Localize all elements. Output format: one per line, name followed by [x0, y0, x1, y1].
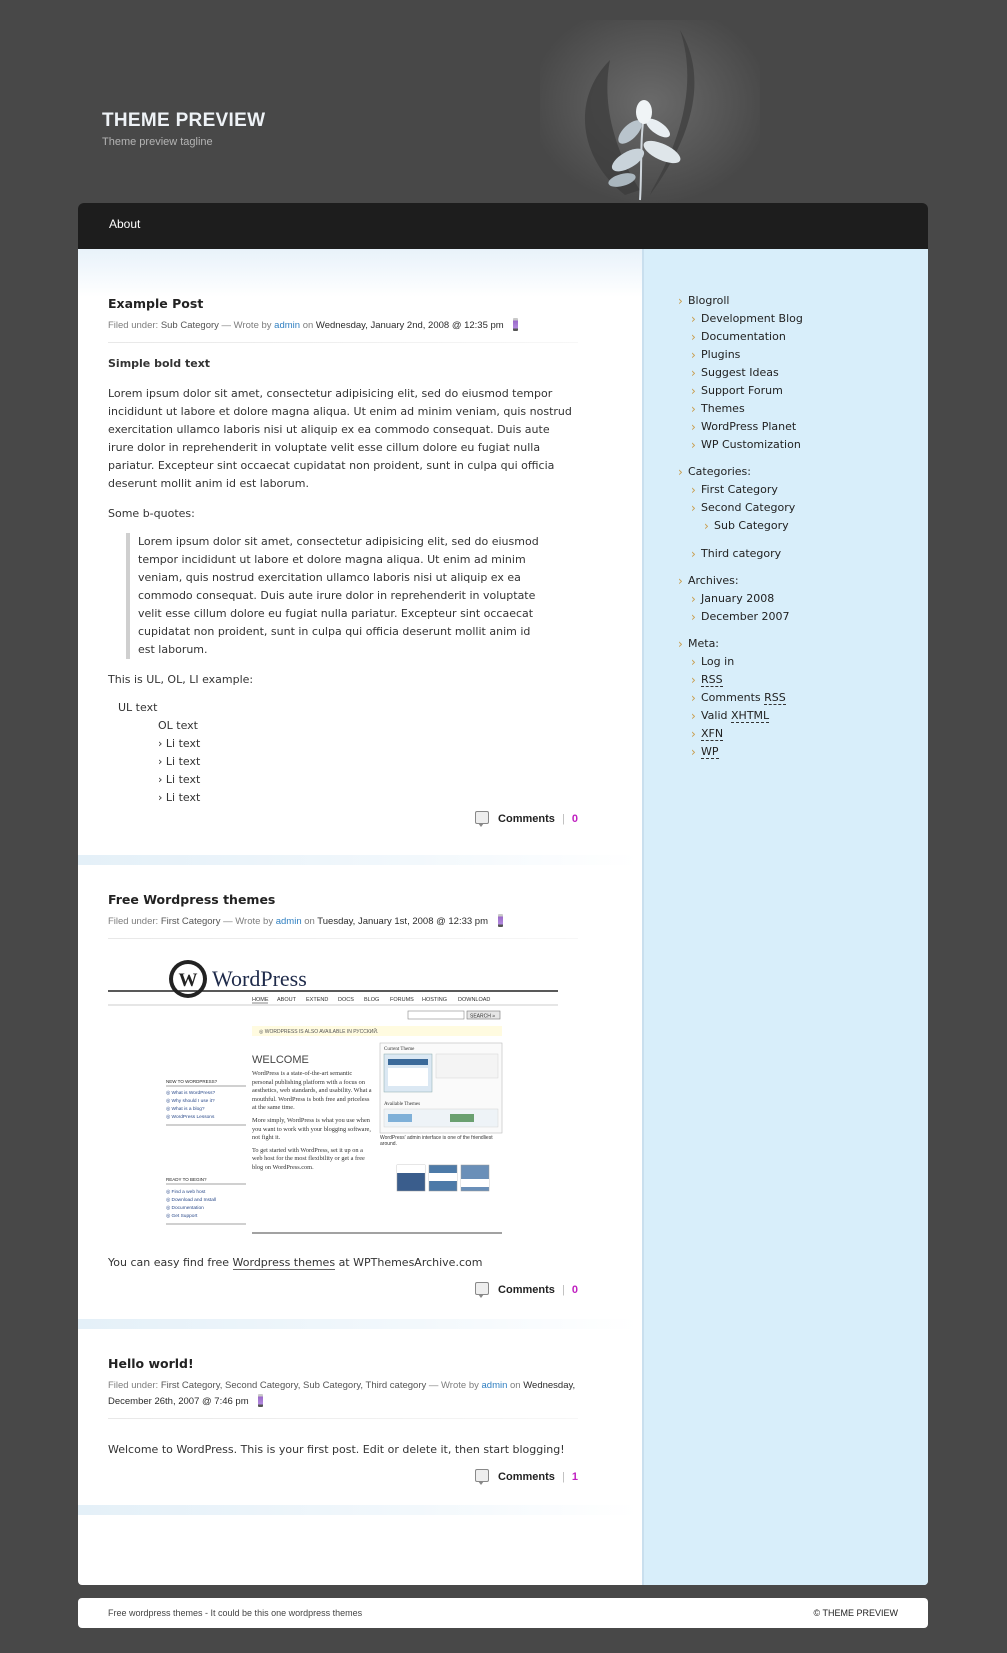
wp-menu-item: FORUMS: [390, 997, 414, 1003]
sidebar-link-rss[interactable]: [691, 671, 918, 689]
wp-welcome-text: WordPress is a state-of-the-art semantic personal publishing platform with a focus on aesthetics, web standards, and usability. What a mouthful. WordPress is both free and priceless at the same time.: [252, 1070, 372, 1112]
comment-bubble-icon: [475, 811, 489, 824]
comments-separator: |: [561, 813, 565, 825]
sidebar-heading: › Archives:: [678, 572, 918, 590]
footer-credits[interactable]: Free wordpress themes - It could be this one wordpress themes: [108, 1608, 363, 1618]
meta-wrote-label: — Wrote by: [428, 1380, 479, 1391]
sidebar-link[interactable]: › Sub Category: [704, 517, 918, 535]
wp-abbr: WP: [701, 745, 719, 758]
edit-pencil-icon[interactable]: [498, 914, 503, 927]
bold-heading: Simple bold text: [108, 357, 211, 370]
wp-new-link: ◎ What is a blog?: [166, 1107, 205, 1112]
sidebar-heading: › Categories:: [678, 463, 918, 481]
meta-category-link[interactable]: First Category: [160, 916, 221, 927]
svg-text:W: W: [178, 970, 198, 991]
comment-bubble-icon: [475, 1469, 489, 1482]
post-paragraph: Welcome to WordPress. This is your first post. Edit or delete it, then start blogging!: [108, 1443, 565, 1456]
wp-logo-text: WordPress: [212, 966, 307, 991]
sidebar-link[interactable]: › Themes: [691, 400, 918, 418]
meta-date: Wednesday, January 2nd, 2008 @ 12:35 pm: [315, 320, 504, 331]
meta-filed-label: Filed under:: [108, 1380, 159, 1391]
sidebar-link[interactable]: › Suggest Ideas: [691, 364, 918, 382]
comments-prefix: Comments: [701, 691, 761, 704]
comments-separator: |: [561, 1471, 565, 1483]
site-footer: [78, 1598, 928, 1628]
rss-abbr: RSS: [764, 691, 786, 704]
comments-label[interactable]: Comments: [498, 1471, 555, 1483]
sidebar-link-login[interactable]: › Log in: [691, 653, 918, 671]
wordpress-themes-link[interactable]: Wordpress themes: [232, 1256, 336, 1269]
rss-abbr: RSS: [701, 673, 723, 686]
meta-category-link[interactable]: First Category, Second Category, Sub Category, Third category: [160, 1380, 427, 1391]
wp-menu-item: EXTEND: [306, 997, 329, 1003]
comments-label[interactable]: Comments: [498, 1284, 555, 1296]
wp-search-button: SEARCH »: [470, 1013, 496, 1020]
post-title[interactable]: Example Post: [108, 296, 204, 311]
wp-welcome: WELCOME: [252, 1054, 309, 1066]
list-intro: This is UL, OL, LI example:: [108, 673, 254, 686]
comments-count[interactable]: 0: [571, 813, 578, 825]
sidebar-link-valid-xhtml[interactable]: [691, 707, 918, 725]
wp-current-theme: Current Theme: [384, 1047, 415, 1052]
sidebar-link[interactable]: › Development Blog: [691, 310, 918, 328]
meta-on-label: on: [304, 916, 315, 927]
sidebar-link[interactable]: › Third category: [691, 545, 918, 563]
wp-ready-heading: READY TO BEGIN?: [166, 1177, 207, 1182]
blockquote: Lorem ipsum dolor sit amet, consectetur adipisicing elit, sed do eiusmod tempor incididunt ut labore et dolore magna aliqua. Ut enim ad minim veniam, quis nostrud exercitation ullamco laboris nisi ut aliquip ex ea commodo consequat. Duis aute irure dolor in reprehenderit in voluptate velit esse cillum dolore eu fugiat nulla pariatur. Excepteur sint occaecat cupidatat non proident, sunt in culpa qui officia deserunt mollit anim id est laborum.: [126, 533, 548, 659]
wp-start-text: To get started with WordPress, set it up on a web host for the most flexibility or get a free blog on WordPress.com.: [252, 1146, 365, 1171]
meta-divider: [108, 342, 578, 343]
edit-pencil-icon[interactable]: [513, 318, 518, 331]
meta-on-label: on: [302, 320, 314, 331]
ul-item: UL text: [118, 701, 158, 714]
main-panel: [78, 249, 928, 1585]
comments-count[interactable]: 1: [571, 1471, 578, 1483]
site-tagline: Theme preview tagline: [102, 136, 213, 148]
meta-author-link[interactable]: admin: [481, 1380, 508, 1391]
meta-wrote-label: — Wrote by: [223, 916, 274, 927]
sidebar-link-comments-rss[interactable]: [691, 689, 918, 707]
wp-ready-link: ◎ Get Support: [166, 1214, 198, 1219]
post-separator: [78, 1319, 638, 1329]
sidebar-link[interactable]: › December 2007: [691, 608, 918, 626]
sidebar-link[interactable]: › First Category: [691, 481, 918, 499]
comments-link[interactable]: [108, 1469, 578, 1483]
comment-bubble-icon: [475, 1282, 489, 1295]
post-hello-world: [108, 1356, 578, 1483]
comments-link[interactable]: [108, 811, 578, 825]
comments-separator: |: [561, 1284, 565, 1296]
post-paragraph: Lorem ipsum dolor sit amet, consectetur adipisicing elit, sed do eiusmod tempor incididunt ut labore et dolore magna aliqua. Ut enim ad minim veniam, quis nostrud exercitation ullamco laboris nisi ut aliquip ex ea commodo consequat. Duis aute irure dolor in reprehenderit in voluptate velit esse cillum dolore eu fugiat nulla pariatur. Excepteur sint occaecat cupidatat non proident, sunt in culpa qui officia deserunt mollit anim id est laborum.: [108, 387, 572, 490]
sidebar-link-wp[interactable]: [691, 743, 918, 761]
post-free-themes: [108, 892, 578, 1296]
wp-available-themes: Available Themes: [384, 1102, 421, 1107]
post-title[interactable]: Hello world!: [108, 1356, 194, 1371]
sidebar-link[interactable]: › Documentation: [691, 328, 918, 346]
meta-filed-label: Filed under:: [108, 320, 159, 331]
sidebar-link[interactable]: › WordPress Planet: [691, 418, 918, 436]
wp-ready-link: ◎ Find a web host: [166, 1190, 206, 1195]
edit-pencil-icon[interactable]: [258, 1394, 263, 1407]
meta-date: Wednesday, December 26th, 2007 @ 7:46 pm: [108, 1380, 576, 1407]
sidebar-archives: [678, 572, 918, 626]
post-paragraph: [108, 1254, 578, 1272]
li-item: › Li text: [158, 791, 201, 804]
meta-divider: [108, 938, 578, 939]
wp-notice: ◎ WORDPRESS IS ALSO AVAILABLE IN РУССКИЙ.: [259, 1029, 379, 1035]
li-item: › Li text: [158, 737, 201, 750]
post-separator: [78, 1505, 638, 1515]
wp-menu-item: HOSTING: [422, 997, 448, 1003]
post-example: [108, 296, 578, 825]
wp-menu-item: DOCS: [338, 997, 354, 1003]
meta-divider: [108, 1418, 578, 1419]
sidebar-link-xfn[interactable]: [691, 725, 918, 743]
text-after-link: at WPThemesArchive.com: [338, 1256, 483, 1269]
wp-ready-link: ◎ Download and Install: [166, 1198, 217, 1203]
wp-menu-item: BLOG: [364, 997, 380, 1003]
meta-author-link[interactable]: admin: [274, 320, 301, 331]
sidebar-link[interactable]: › January 2008: [691, 590, 918, 608]
post-separator: [78, 855, 638, 865]
sidebar-meta: [678, 635, 918, 761]
wp-caption: WordPress' admin interface is one of the friendliest around.: [380, 1135, 493, 1147]
wp-simply-text: More simply, WordPress is what you use when you want to work with your blogging software, not fight it.: [252, 1116, 371, 1142]
sidebar-heading: › Blogroll: [678, 292, 918, 310]
post-title[interactable]: Free Wordpress themes: [108, 892, 276, 907]
post-meta: [108, 914, 578, 930]
wp-new-heading: NEW TO WORDPRESS?: [166, 1079, 218, 1084]
valid-prefix: Valid: [701, 709, 728, 722]
site-title[interactable]: THEME PREVIEW: [102, 110, 266, 131]
li-item: › Li text: [158, 773, 201, 786]
leaf-plant-icon: [540, 20, 760, 205]
meta-wrote-label: — Wrote by: [221, 320, 272, 331]
comments-count[interactable]: 0: [571, 1284, 578, 1296]
meta-date: Tuesday, January 1st, 2008 @ 12:33 pm: [317, 916, 489, 927]
meta-filed-label: Filed under:: [108, 916, 159, 927]
sidebar-heading: › Meta:: [678, 635, 918, 653]
sidebar-link[interactable]: › WP Customization: [691, 436, 918, 454]
sidebar-categories: [678, 463, 918, 563]
footer-copyright: © THEME PREVIEW: [813, 1608, 898, 1618]
sidebar-link[interactable]: › Plugins: [691, 346, 918, 364]
wp-menu-item: HOME: [252, 997, 269, 1003]
wp-ready-link: ◎ Documentation: [166, 1206, 204, 1211]
wordpress-screenshot[interactable]: [108, 953, 558, 1238]
wp-new-link: ◎ WordPress Lessons: [166, 1115, 215, 1120]
sidebar-link[interactable]: › Second Category: [691, 499, 918, 517]
sidebar: [678, 292, 918, 770]
sidebar-link[interactable]: › Support Forum: [691, 382, 918, 400]
wp-menu-item: DOWNLOAD: [458, 997, 491, 1003]
meta-author-link[interactable]: admin: [275, 916, 302, 927]
post-meta: [108, 1378, 578, 1410]
comments-label[interactable]: Comments: [498, 813, 555, 825]
content-top-gradient: [78, 249, 642, 297]
wp-menu-item: ABOUT: [277, 997, 296, 1003]
meta-on-label: on: [510, 1380, 521, 1391]
comments-link[interactable]: [108, 1282, 578, 1296]
top-navigation: [78, 203, 928, 249]
nav-item-about[interactable]: About: [109, 217, 141, 231]
li-item: › Li text: [158, 755, 201, 768]
post-meta: [108, 318, 578, 334]
ol-item: OL text: [158, 719, 198, 732]
xhtml-abbr: XHTML: [731, 709, 770, 722]
meta-category-link[interactable]: Sub Category: [160, 320, 219, 331]
wp-new-link: ◎ What is WordPress?: [166, 1091, 216, 1096]
text-before-link: You can easy find free: [108, 1256, 230, 1269]
xfn-abbr: XFN: [701, 727, 724, 740]
bquote-intro: Some b-quotes:: [108, 507, 195, 520]
wp-new-link: ◎ Why should I use it?: [166, 1099, 215, 1104]
sidebar-blogroll: [678, 292, 918, 454]
